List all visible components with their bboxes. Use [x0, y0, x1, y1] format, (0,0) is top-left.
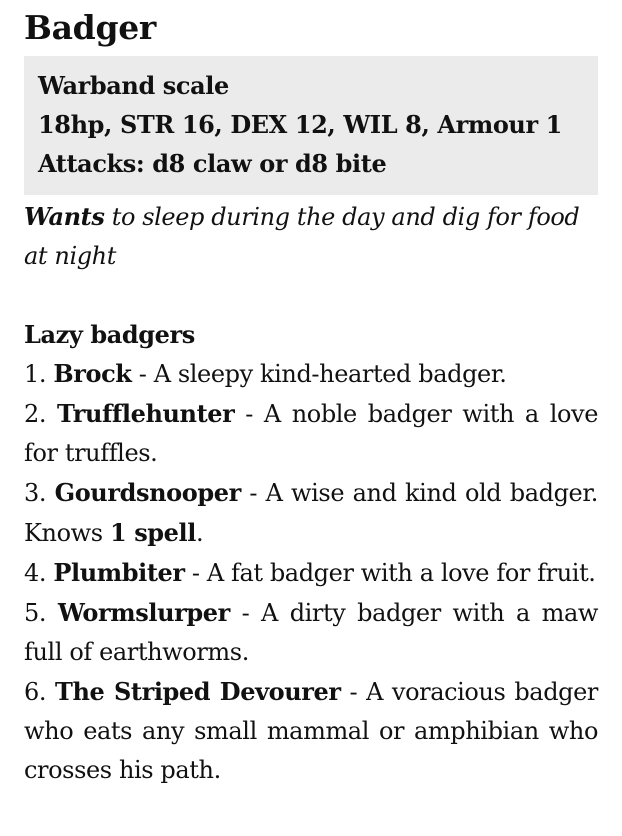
- wants-text: [24, 197, 598, 276]
- entry-name: Gourdsnooper: [54, 478, 241, 507]
- entry-name: Plumbiter: [53, 558, 185, 587]
- attacks-line: Attacks: d8 claw or d8 bite: [38, 149, 387, 178]
- entry-number: 3.: [24, 479, 55, 507]
- entry-name: Trufflehunter: [57, 399, 235, 428]
- list-item: [24, 672, 598, 790]
- entry-number: 4.: [24, 559, 54, 587]
- list-item: [24, 593, 598, 672]
- creature-title: Badger: [24, 8, 157, 47]
- entry-description: A sleepy kind-hearted badger.: [153, 360, 507, 388]
- entry-separator: -: [184, 559, 207, 587]
- stats-line: 18hp, STR 16, DEX 12, WIL 8, Armour 1: [38, 110, 562, 139]
- entry-description: A wise and kind old badger. Knows: [24, 479, 599, 547]
- entry-description: A voracious badger who eats any small mammal or amphibian who crosses his path.: [24, 678, 599, 784]
- entry-description: A dirty badger with a maw full of earthworms.: [24, 599, 599, 666]
- list-item: [24, 553, 598, 593]
- scale-line: Warband scale: [38, 71, 229, 100]
- stat-block: [24, 56, 598, 195]
- entry-name: Wormslurper: [57, 598, 230, 627]
- list-heading: Lazy badgers: [24, 320, 195, 349]
- entry-separator: -: [229, 599, 262, 627]
- entry-separator: -: [234, 400, 264, 428]
- entry-separator: -: [340, 678, 367, 706]
- entry-separator: -: [131, 360, 154, 388]
- entry-number: 5.: [24, 599, 58, 627]
- entry-spell: 1 spell: [109, 518, 196, 547]
- wants-rest: to sleep during the day and dig for food at night: [24, 203, 580, 270]
- entry-description: A noble badger with a love for truffles.: [24, 400, 599, 467]
- wants-verb: Wants: [24, 202, 105, 231]
- entry-name: The Striped Devourer: [54, 677, 341, 706]
- entry-number: 2.: [24, 400, 57, 428]
- spacer: [24, 276, 598, 315]
- entry-name: Brock: [53, 359, 132, 388]
- entry-tail: .: [196, 519, 204, 547]
- list-item: [24, 473, 598, 553]
- entry-number: 1.: [24, 360, 54, 388]
- list-item: [24, 354, 598, 394]
- list-item: [24, 394, 598, 473]
- entry-number: 6.: [24, 678, 55, 706]
- entry-separator: -: [240, 479, 266, 507]
- entry-description: A fat badger with a love for fruit.: [206, 559, 596, 587]
